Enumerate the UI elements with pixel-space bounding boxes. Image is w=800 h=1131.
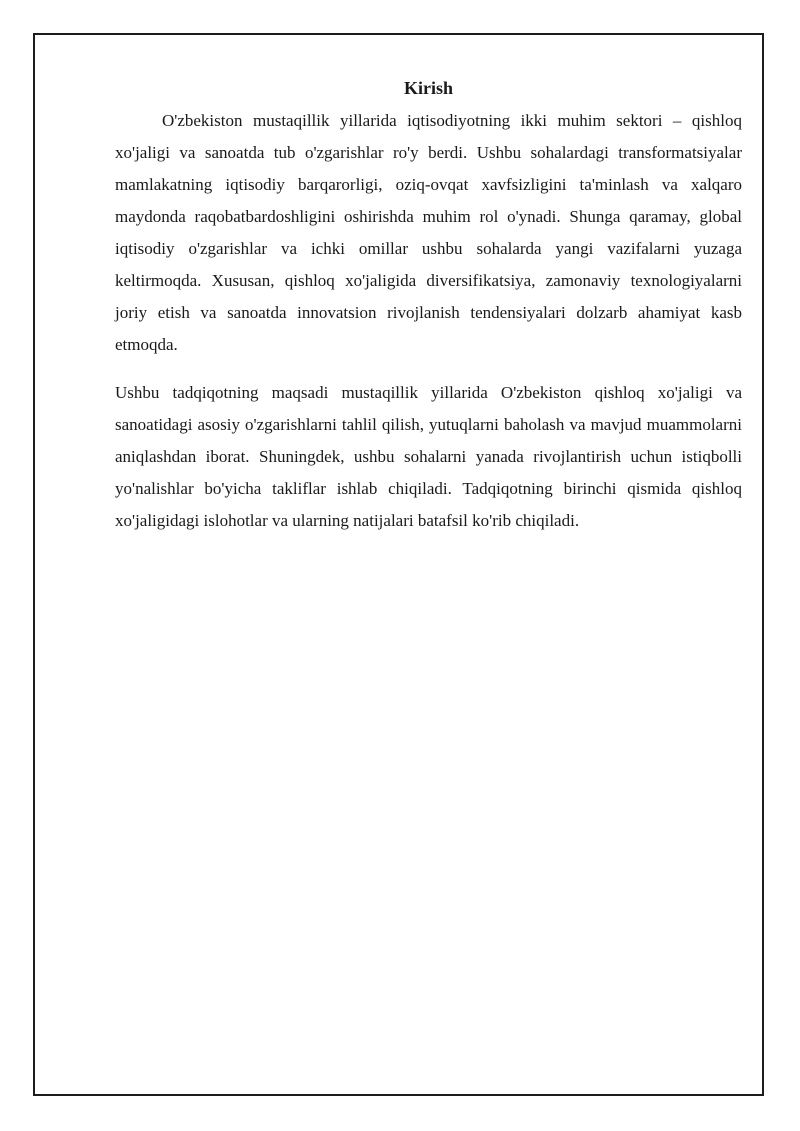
paragraph-spacer xyxy=(115,361,742,377)
paragraph-intro: O'zbekiston mustaqillik yillarida iqtisodiyotning ikki muhim sektori – qishloq xo'jaligi va sanoatda tub o'zgarishlar ro'y berdi. Ushbu sohalardagi transformatsiyalar mamlakatning iqtisodiy barqarorligi, oziq-ovqat xavfsizligini ta'minlash va xalqaro maydonda raqobatbardoshligini oshirishda muhim rol o'ynadi. Shunga qaramay, global iqtisodiy o'zgarishlar va ichki omillar ushbu sohalarda yangi vazifalarni yuzaga keltirmoqda. Xususan, qishloq xo'jaligida diversifikatsiya, zamonaviy texnologiyalarni joriy etish va sanoatda innovatsion rivojlanish tendensiyalari dolzarb ahamiyat kasb etmoqda. xyxy=(115,111,742,354)
document-body xyxy=(115,76,742,537)
document-title: Kirish xyxy=(403,78,453,98)
paragraph-purpose: Ushbu tadqiqotning maqsadi mustaqillik yillarida O'zbekiston qishloq xo'jaligi va sanoatidagi asosiy o'zgarishlarni tahlil qilish, yutuqlarni baholash va mavjud muammolarni aniqlashdan iborat. Shuningdek, ushbu sohalarni yanada rivojlantirish uchun istiqbolli yo'nalishlar bo'yicha takliflar ishlab chiqiladi. Tadqiqotning birinchi qismida qishloq xo'jaligidagi islohotlar va ularning natijalari batafsil ko'rib chiqiladi. xyxy=(115,383,742,530)
